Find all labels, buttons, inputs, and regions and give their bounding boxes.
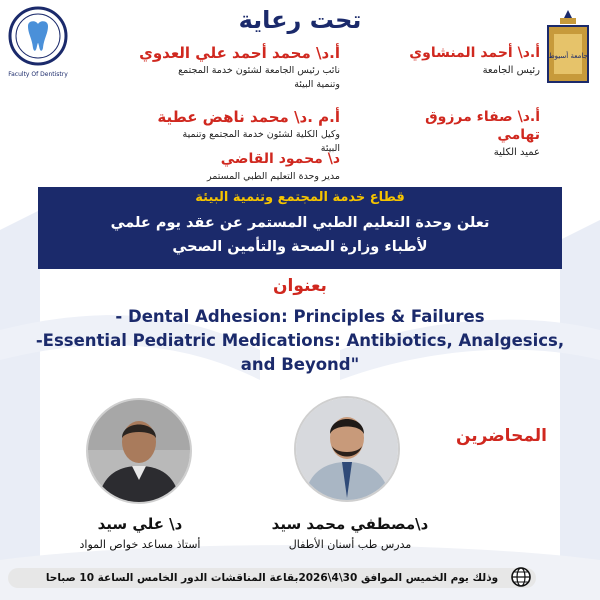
speaker-role-ali: أستاذ مساعد خواص المواد bbox=[79, 538, 201, 551]
patron-name: أ.د\ محمد أحمد علي العدوي bbox=[139, 44, 340, 62]
speaker-photo-ali bbox=[86, 398, 192, 504]
patron-role: نائب رئيس الجامعة لشئون خدمة المجتمع وتنمية البيئة bbox=[178, 65, 340, 90]
event-date-bar: وذلك يوم الخميس الموافق 30\4\2026بقاعة المناقشات الدور الخامس الساعة 10 صباحا bbox=[8, 568, 536, 588]
patron-role: وكيل الكلية لشئون خدمة المجتمع وتنمية البيئة bbox=[182, 129, 340, 154]
speaker-role-mostafa: مدرس طب أسنان الأطفال bbox=[288, 538, 412, 551]
patron-cme-director bbox=[150, 150, 340, 184]
lecturers-label: المحاضرين bbox=[456, 426, 547, 446]
sector-title: قطاع خدمة المجتمع وتنمية البيئة bbox=[195, 190, 405, 205]
globe-icon bbox=[510, 566, 532, 588]
person-silhouette-icon bbox=[296, 398, 398, 500]
topic-line-1: - Dental Adhesion: Principles & Failures bbox=[115, 307, 485, 326]
speaker-name-ali: د\ علي سيد bbox=[97, 515, 183, 533]
faculty-logo-text: Faculty Of Dentistry bbox=[8, 71, 68, 78]
patron-role: رئيس الجامعة bbox=[482, 65, 540, 76]
patron-dean bbox=[380, 108, 540, 160]
speaker-name-mostafa: د\مصطفي محمد سيد bbox=[271, 515, 429, 533]
person-silhouette-icon bbox=[88, 400, 190, 502]
subtitle-label: بعنوان bbox=[273, 276, 327, 296]
announcement-line-1: تعلن وحدة التعليم الطبي المستمر عن عقد يوم علمي bbox=[110, 215, 490, 231]
speaker-photo-mostafa bbox=[294, 396, 400, 502]
university-logo-text: جامعة أسيوط bbox=[548, 52, 588, 60]
patron-name: أ.م .د\ محمد ناهض عطية bbox=[157, 108, 340, 126]
announcement-banner bbox=[38, 187, 562, 269]
patron-name: أ.د\ صفاء مرزوق تهامي bbox=[425, 109, 540, 143]
patron-role: مدير وحدة التعليم الطبي المستمر bbox=[207, 171, 340, 182]
page-title: تحت رعاية bbox=[238, 6, 362, 34]
topic-line-3: and Beyond" bbox=[240, 355, 360, 374]
patron-president bbox=[380, 44, 540, 78]
patron-vice-president bbox=[100, 44, 340, 92]
announcement-line-2: لأطباء وزارة الصحة والتأمين الصحي bbox=[172, 239, 428, 255]
patron-role: عميد الكلية bbox=[493, 147, 540, 158]
topic-line-2: -Essential Pediatric Medications: Antibiotics, Analgesics, bbox=[35, 331, 565, 350]
patron-name: د\ محمود القاضي bbox=[220, 151, 340, 167]
patron-vice-dean bbox=[100, 108, 340, 156]
patron-name: أ.د\ أحمد المنشاوي bbox=[409, 45, 540, 61]
